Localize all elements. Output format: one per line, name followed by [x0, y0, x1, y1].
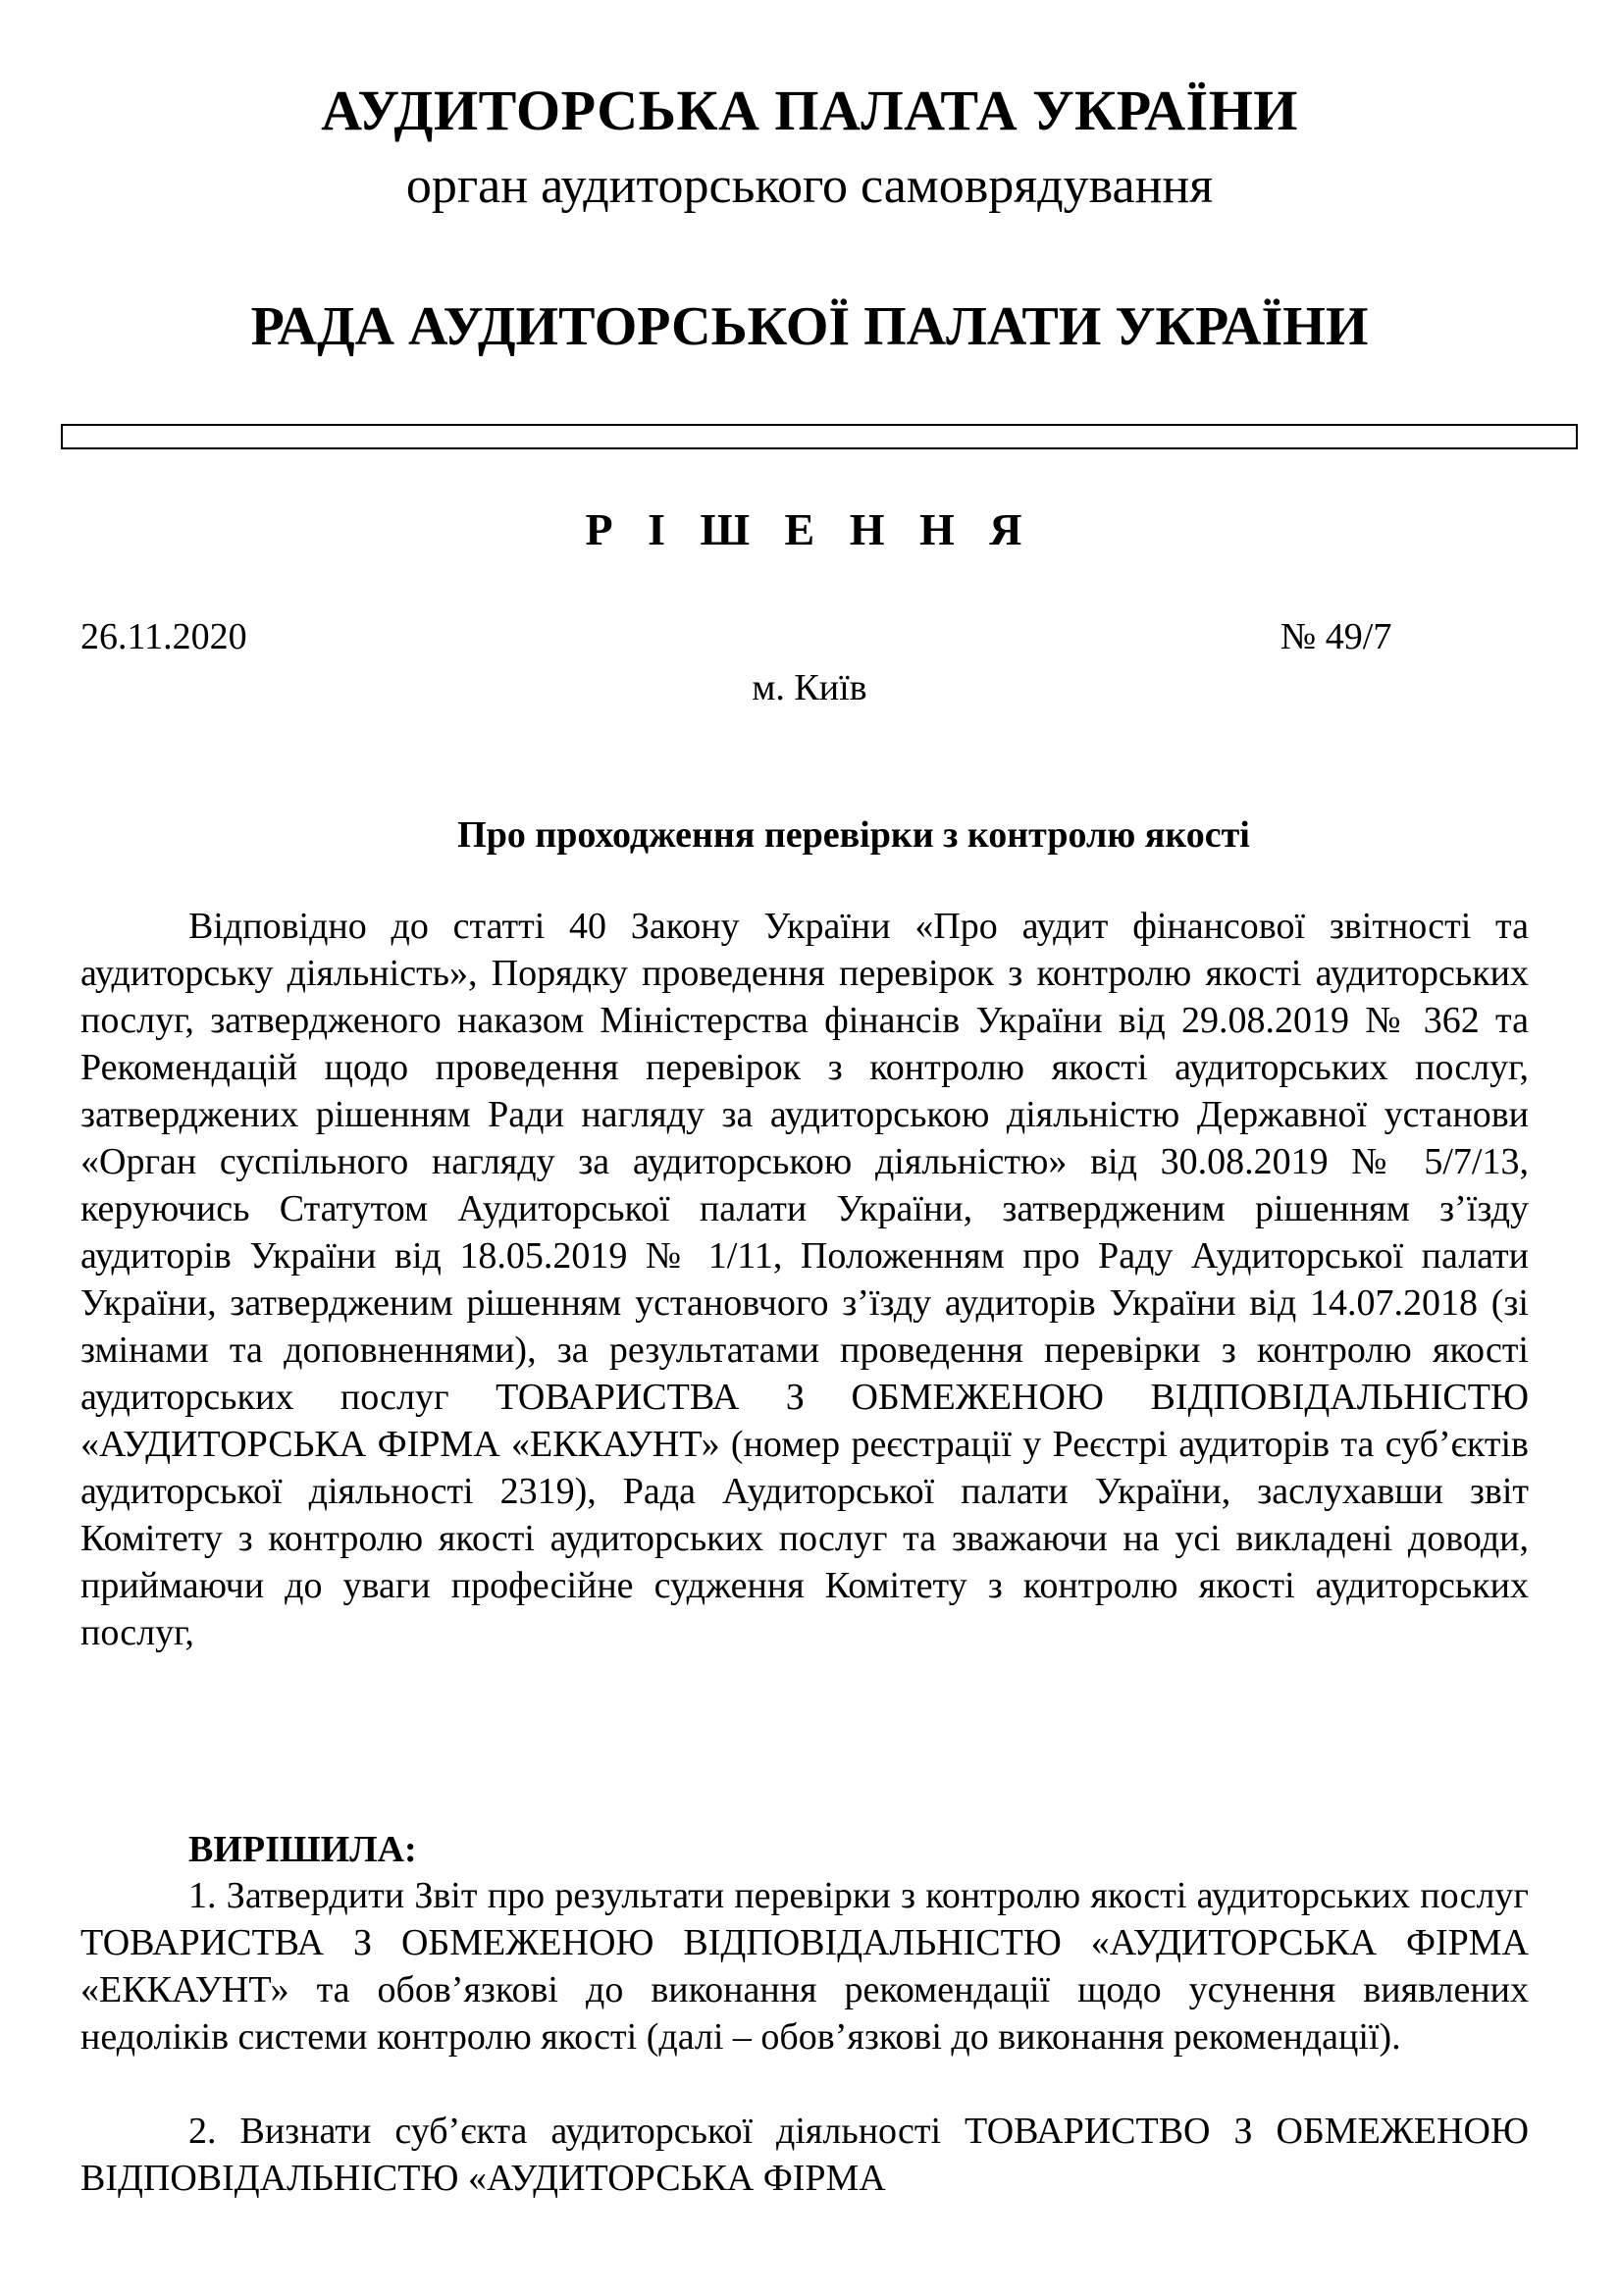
org-subtitle: орган аудиторського самоврядування [405, 158, 1214, 214]
decision-item-1: 1. Затвердити Звіт про результати перевірки з контролю якості аудиторських послуг ТОВАРИСТВА З ОБМЕЖЕНОЮ ВІДПОВІДАЛЬНІСТЮ «АУДИТОРСЬКА ФІРМА «ЕККАУНТ» та обов’язкові до виконання рекомендації щодо усунення виявлених недоліків системи контролю якості (далі – обов’язкові до виконання рекомендації). [80, 1875, 1529, 2058]
preamble-paragraph: Відповідно до статті 40 Закону України «Про аудит фінансової звітності та аудиторську діяльність», Порядку проведення перевірок з контролю якості аудиторських послуг, затвердженого наказом Міністерства фінансів України від 29.08.2019 № 362 та Рекомендацій щодо проведення перевірок з контролю якості аудиторських послуг, затверджених рішенням Ради нагляду за аудиторською діяльністю Державної установи «Орган суспільного нагляду за аудиторською діяльністю» від 30.08.2019 № 5/7/13, керуючись Статутом Аудиторської палати України, затвердженим рішенням з’їзду аудиторів України від 18.05.2019 № 1/11, Положенням про Раду Аудиторської палати України, затвердженим рішенням установчого з’їзду аудиторів України від 14.07.2018 (зі змінами та доповненнями), за результатами проведення перевірки з контролю якості аудиторських послуг ТОВАРИСТВА З ОБМЕЖЕНОЮ ВІДПОВІДАЛЬНІСТЮ «АУДИТОРСЬКА ФІРМА «ЕККАУНТ» (номер реєстрації у Реєстрі аудиторів та суб’єктів аудиторської діяльності 2319), Рада Аудиторської палати України, заслухавши звіт Комітету з контролю якості аудиторських послуг та зважаючи на усі викладені доводи, приймаючи до уваги професійне судження Комітету з контролю якості аудиторських послуг, [80, 906, 1529, 1653]
document-number: № 49/7 [1280, 616, 1392, 657]
document-subject: Про проходження перевірки з контролю якості [457, 814, 1250, 856]
org-title: АУДИТОРСЬКА ПАЛАТА УКРАЇНИ [321, 78, 1298, 142]
resolved-heading: ВИРІШИЛА: [188, 1829, 417, 1870]
header-divider [61, 424, 1578, 449]
document-city: м. Київ [752, 667, 867, 708]
council-title: РАДА АУДИТОРСЬКОЇ ПАЛАТИ УКРАЇНИ [250, 296, 1369, 357]
document-date: 26.11.2020 [80, 616, 247, 657]
document-type: Р І Ш Е Н Н Я [585, 504, 1034, 554]
decision-item-2: 2. Визнати суб’єкта аудиторської діяльності ТОВАРИСТВО З ОБМЕЖЕНОЮ ВІДПОВІДАЛЬНІСТЮ «АУДИТОРСЬКА ФІРМА [80, 2111, 1529, 2199]
